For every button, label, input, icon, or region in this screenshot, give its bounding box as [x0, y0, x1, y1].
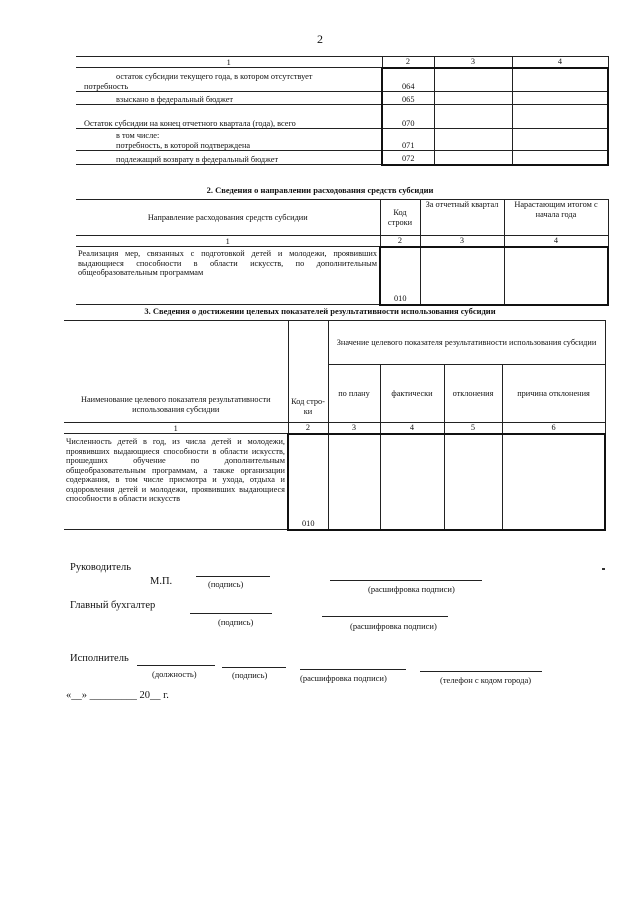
section2-header-quarter: За отчетный квартал: [420, 200, 504, 236]
section2-header-cumulative: Нарастающим итогом с начала года: [504, 200, 608, 236]
head-signature-line: [196, 576, 270, 577]
table1-row-065-cell-4: [512, 92, 608, 105]
executor-phone-hint: (телефон с кодом города): [440, 675, 532, 685]
table1-colnum-1: 1: [76, 57, 382, 68]
accountant-decoding-line: [322, 616, 448, 617]
executor-position-hint: (должность): [152, 669, 197, 679]
section2-row-cell-4: [504, 247, 608, 305]
table1-row-064-code: 064: [382, 68, 434, 92]
head-label: Руководитель: [70, 562, 131, 573]
date-line: «__» _________ 20__ г.: [66, 690, 169, 701]
section3-row-text: Численность детей в год, из числа детей и молодежи, проявивших выдающиеся способности в области искусств, прошедших обучение по дополнительным общеобразовательным программам, а также организации содержания, в том числе присмотра и ухода, отдыха и оздоровления детей и молодежи, проявивших выдающиеся способности в области искусств: [64, 434, 288, 530]
table1-row-071-cell-3: [434, 129, 512, 151]
section2-colnum-2: 2: [380, 236, 420, 247]
table1-row-070-code: 070: [382, 105, 434, 129]
section2-row-code: 010: [380, 247, 420, 305]
section3-header-deviation: отклонения: [444, 365, 502, 423]
mp-label: М.П.: [150, 576, 173, 587]
executor-decoding-hint: (расшифровка подписи): [300, 673, 387, 683]
section3-header-reason: причина отклонения: [502, 365, 605, 423]
head-signature-hint: (подпись): [208, 579, 244, 589]
section2-header-code: Код строки: [380, 200, 420, 236]
section3-header-plan: по плану: [328, 365, 380, 423]
table1-colnum-4: 4: [512, 57, 608, 68]
section2-header-direction: Направление расходования средств субсидии: [76, 200, 380, 236]
section2-row-text: Реализация мер, связанных с подготовкой детей и молодежи, проявивших выдающиеся способности в области искусств, по дополнительным общеобразовательным программам: [76, 247, 380, 305]
accountant-decoding-hint: (расшифровка подписи): [350, 621, 437, 631]
scan-mark: [602, 568, 605, 570]
section2-colnum-4: 4: [504, 236, 608, 247]
section3-row-code: 010: [288, 434, 328, 530]
section2-colnum-1: 1: [76, 236, 380, 247]
table1-row-064-cell-4: [512, 68, 608, 92]
table1-row-070-cell-4: [512, 105, 608, 129]
section3-title: 3. Сведения о достижении целевых показателей результативности использования субсидии: [144, 306, 496, 316]
table1-colnum-2: 2: [382, 57, 434, 68]
section2-colnum-3: 3: [420, 236, 504, 247]
section2-row-cell-3: [420, 247, 504, 305]
table1-row-065-code: 065: [382, 92, 434, 105]
section3-colnum-6: 6: [502, 423, 605, 434]
table-target-indicators: [64, 320, 606, 531]
table1-row-072-code: 072: [382, 151, 434, 165]
table1-row-071-label-a: в том числе:: [116, 131, 160, 140]
head-decoding-line: [330, 580, 482, 581]
accountant-label: Главный бухгалтер: [70, 600, 156, 611]
accountant-signature-line: [190, 613, 272, 614]
section3-colnum-4: 4: [380, 423, 444, 434]
section3-row-cell-4: [380, 434, 444, 530]
table1-row-065-cell-3: [434, 92, 512, 105]
head-decoding-hint: (расшифровка подписи): [368, 584, 455, 594]
section3-row-cell-3: [328, 434, 380, 530]
section3-colnum-2: 2: [288, 423, 328, 434]
table1-row-064-label-a: остаток субсидии текущего года, в котором отсутствует: [116, 72, 313, 81]
table-balance: [76, 56, 609, 166]
table1-row-070-label: [76, 105, 382, 129]
section3-colnum-5: 5: [444, 423, 502, 434]
section3-row-cell-5: [444, 434, 502, 530]
executor-signature-hint: (подпись): [232, 670, 268, 680]
table1-row-072-cell-4: [512, 151, 608, 165]
executor-decoding-line: [300, 669, 406, 670]
executor-position-line: [137, 665, 215, 666]
table1-row-071-label-b: потребность, в которой подтверждена: [116, 140, 251, 150]
table1-colnum-3: 3: [434, 57, 512, 68]
executor-phone-line: [420, 671, 542, 672]
section3-header-value-group: Значение целевого показателя результативности использования субсидии: [328, 321, 605, 365]
accountant-signature-hint: (подпись): [218, 617, 254, 627]
section2-title: 2. Сведения о направлении расходования средств субсидии: [206, 185, 434, 195]
table1-row-064-label-b: потребность: [84, 81, 129, 91]
section3-header-name: Наименование целевого показателя результативности использования субсидии: [64, 321, 288, 423]
page-number: 2: [317, 32, 323, 46]
table1-row-071-label: [76, 129, 382, 151]
table1-row-071-code: 071: [382, 129, 434, 151]
table1-row-064-label: [76, 68, 382, 92]
executor-label: Исполнитель: [70, 653, 129, 664]
table1-row-065-label: [76, 92, 382, 105]
table1-row-072-label: [76, 151, 382, 165]
section3-header-actual: фактически: [380, 365, 444, 423]
table1-row-064-cell-3: [434, 68, 512, 92]
section3-header-code: Код стро- ки: [288, 321, 328, 423]
section3-row-cell-6: [502, 434, 605, 530]
section3-colnum-1: 1: [64, 423, 288, 434]
table1-row-072-label-a: подлежащий возврату в федеральный бюджет: [116, 154, 279, 164]
table-spending-direction: [76, 199, 609, 306]
table1-row-070-cell-3: [434, 105, 512, 129]
table1-row-065-label-a: взыскано в федеральный бюджет: [116, 94, 234, 104]
table1-row-071-cell-4: [512, 129, 608, 151]
table1-row-072-cell-3: [434, 151, 512, 165]
executor-signature-line: [222, 667, 286, 668]
table1-row-070-label-a: Остаток субсидии на конец отчетного квартала (года), всего: [84, 118, 296, 128]
section3-colnum-3: 3: [328, 423, 380, 434]
